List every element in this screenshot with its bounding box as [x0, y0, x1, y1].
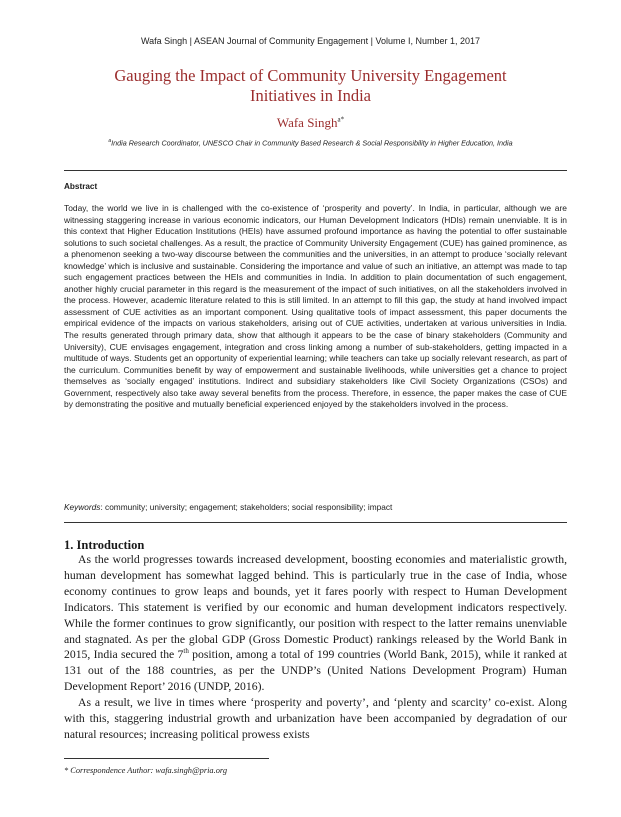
- author-affiliation: [0, 138, 621, 147]
- keywords-text: : community; university; engagement; stakeholders; social responsibility; impact: [100, 502, 393, 512]
- abstract-bottom-rule: [64, 522, 567, 523]
- correspondence-footnote: * Correspondence Author: wafa.singh@pria.org: [64, 766, 228, 775]
- affiliation-text: India Research Coordinator, UNESCO Chair in Community Based Research & Social Responsibility in Higher Education, India: [111, 138, 513, 148]
- article-title: [60, 66, 561, 106]
- section-heading-introduction: 1. Introduction: [64, 538, 145, 552]
- author-name: [0, 115, 621, 131]
- abstract-heading: Abstract: [64, 182, 98, 191]
- keywords-label: Keywords: [64, 502, 101, 512]
- keywords-line: [64, 502, 567, 512]
- running-head: Wafa Singh | ASEAN Journal of Community Engagement | Volume I, Number 1, 2017: [140, 36, 481, 46]
- paragraph-1-part-a: As the world progresses towards increased development, boosting economies and materialistic growth, human development has somewhat lagged behind. This is particularly true in the case of India, whose economy continues to grow leaps and bounds, yet it fares poorly with respect to Human Development Indicators. This statement is verified by our economic and human development indicators respectively. While the former continues to grow significantly, our position with respect to the latter remains unenviable and stagnated. As per the global GDP (Gross Domestic Product) rankings released by the World Bank in 2015, India secured the 7: [64, 553, 567, 662]
- article-title-line-2: Initiatives in India: [250, 86, 371, 105]
- introduction-body: [64, 552, 567, 743]
- abstract-text: Today, the world we live in is challenged with the co-existence of ‘prosperity and poverty’. In India, in particular, although we are witnessing staggering increase in various economic indicators, our Human Development Indicators (HDIs) remain unenviable. It is in this context that Higher Education Institutions (HEIs) have assumed profound importance as having the potential to offer sustainable solutions to such societal challenges. As a result, the practice of Community University Engagement (CUE) has gained prominence, as a phenomenon seeking a two-way discourse between the communities and the universities, in an attempt to produce ‘socially relevant knowledge’ which is inclusive and sustainable. Considering the importance and value of such an initiative, an attempt was made to tap such engagement practices between the HEIs and communities in India. In addition to plain documentation of such engagement, another highly crucial parameter in this regard is the measurement of the impact of such initiatives, on all the stakeholders involved in the process. However, academic literature related to this is still limited. In an attempt to fill this gap, the study at hand involved impact assessment of CUE activities as an important component. Using qualitative tools of impact assessment, this paper documents the empirical evidence of the impacts on various stakeholders, arising out of CUE activities, undertaken at various universities in India. The results generated through primary data, show that although it appears to be the case of binary stakeholders (Community and University), CUE envisages engagement, integration and cross linking among a number of sub-stakeholders, getting impacted in a multitude of ways. Students get an opportunity of experiential learning; while teachers can take up socially relevant research, as part of the curriculum. Communities benefit by way of empowerment and sustainable livelihoods, while universities get a chance to project themselves as ‘socially engaged’ institutions. Indirect and subsidiary stakeholders like Civil Society Organizations (CSOs) and Government, respectively also take away several benefits from the process. Therefore, in essence, the paper makes the case of CUE by demonstrating the positive and mutually beneficial experienced enjoyed by the stakeholders involved in the process.: [64, 203, 567, 410]
- abstract-top-rule: [64, 170, 567, 171]
- footnote-rule: [64, 758, 269, 759]
- author-name-text: Wafa Singh: [276, 115, 338, 130]
- author-superscript: a*: [337, 115, 345, 124]
- article-title-line-1: Gauging the Impact of Community University Engagement: [114, 66, 507, 85]
- paragraph-1-part-b: position, among a total of 199 countries (World Bank, 2015), while it ranked at 131 out of the 188 countries, as per the UNDP’s (United Nations Development Program) Human Development Report’ 2016 (UNDP, 2016).: [64, 648, 567, 694]
- introduction-paragraph-1: [64, 552, 567, 695]
- introduction-paragraph-2: As a result, we live in times where ‘prosperity and poverty’, and ‘plenty and scarcity’ co-exist. Along with this, staggering industrial growth and urbanization have been accompanied by degradation of our natural resources; increasing political prowess exists: [64, 696, 567, 741]
- ordinal-superscript: th: [183, 647, 189, 656]
- affiliation-superscript: a: [108, 138, 112, 144]
